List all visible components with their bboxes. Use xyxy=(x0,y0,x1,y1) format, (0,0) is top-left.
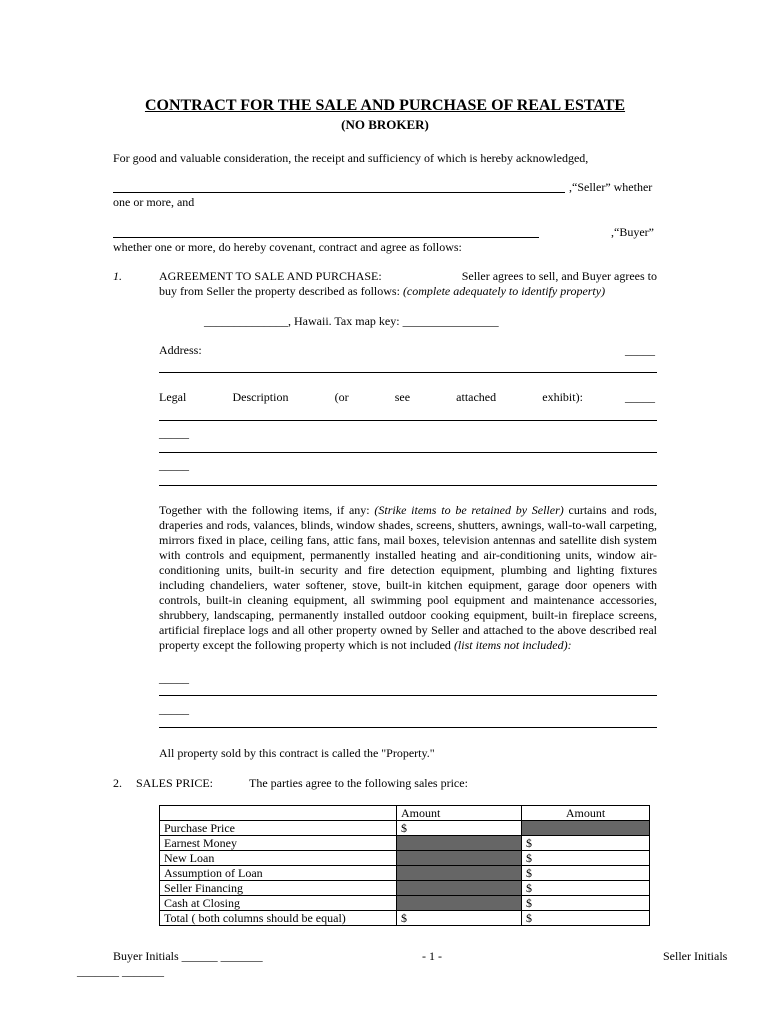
row-label: Cash at Closing xyxy=(160,896,397,911)
table-header-amount: Amount xyxy=(522,806,650,821)
excluded-blank-2[interactable]: _____ xyxy=(159,702,189,716)
shaded-cell xyxy=(397,896,522,911)
row-label: Purchase Price xyxy=(160,821,397,836)
sales-price-table xyxy=(159,805,650,926)
amount-cell[interactable]: $ xyxy=(522,866,650,881)
section1-number: 1. xyxy=(113,269,122,283)
document-subtitle: (NO BROKER) xyxy=(341,117,429,132)
intro-text: For good and valuable consideration, the receipt and sufficiency of which is hereby acknowledged, xyxy=(113,151,589,165)
table-row xyxy=(160,851,650,866)
excluded-line-1[interactable] xyxy=(159,695,657,696)
table-header xyxy=(160,806,397,821)
section2-text: The parties agree to the following sales price: xyxy=(249,776,468,790)
amount-cell[interactable]: $ xyxy=(397,911,522,926)
shaded-cell xyxy=(397,881,522,896)
buyer-continuation: whether one or more, do hereby covenant, contract and agree as follows: xyxy=(113,240,462,254)
row-label: Seller Financing xyxy=(160,881,397,896)
seller-label: ,“Seller” whether xyxy=(569,180,653,194)
table-row xyxy=(160,866,650,881)
amount-cell[interactable]: $ xyxy=(522,911,650,926)
table-row-total xyxy=(160,911,650,926)
seller-initials-blanks[interactable]: _______ _______ xyxy=(77,964,164,978)
legal-blank[interactable]: _____ xyxy=(625,390,655,404)
row-label: New Loan xyxy=(160,851,397,866)
legal-blank-3[interactable]: _____ xyxy=(159,458,189,472)
legal-line-3[interactable] xyxy=(159,485,657,486)
amount-cell[interactable]: $ xyxy=(522,881,650,896)
table-row xyxy=(160,881,650,896)
legal-blank-2[interactable]: _____ xyxy=(159,426,189,440)
excluded-line-2[interactable] xyxy=(159,727,657,728)
shaded-cell xyxy=(397,866,522,881)
shaded-cell xyxy=(522,821,650,836)
legal-line-1[interactable] xyxy=(159,420,657,421)
address-label: Address: xyxy=(159,343,202,357)
address-field-line[interactable] xyxy=(159,372,657,373)
table-header-row xyxy=(160,806,650,821)
shaded-cell xyxy=(397,851,522,866)
property-note: All property sold by this contract is called the "Property." xyxy=(159,746,435,760)
seller-continuation: one or more, and xyxy=(113,195,195,209)
seller-initials[interactable]: Seller Initials xyxy=(663,949,728,963)
buyer-name-field[interactable] xyxy=(113,237,539,238)
page-number: - 1 - xyxy=(422,949,442,963)
row-label: Assumption of Loan xyxy=(160,866,397,881)
section1-text1: Seller agrees to sell, and Buyer agrees to xyxy=(461,269,657,283)
buyer-initials[interactable]: Buyer Initials ______ _______ xyxy=(113,949,263,963)
included-items-paragraph: Together with the following items, if any: (Strike items to be retained by Seller) curtains and rods, draperies and rods, valances, blinds, window shades, screens, shutters, awnings, wall-to-wall carpeting, mirrors fixed in place, ceiling fans, attic fans, mail boxes, television antennas and satellite dish system with controls and equipment, permanently installed heating and air-conditioning units, window air-conditioning units, built-in security and fire detection equipment, plumbing and lighting fixtures including chandeliers, water softener, stove, built-in kitchen equipment, garage door openers with controls, built-in cleaning equipment, all swimming pool equipment and maintenance accessories, shrubbery, landscaping, permanently installed outdoor cooking equipment, built-in fireplace screens, artificial fireplace logs and all other property owned by Seller and attached to the above described real property except the following property which is not included (list items not included): xyxy=(159,503,658,652)
amount-cell[interactable]: $ xyxy=(522,896,650,911)
table-row xyxy=(160,836,650,851)
table-header-amount: Amount xyxy=(397,806,522,821)
section1-text2: buy from Seller the property described as follows: (complete adequately to identify property) xyxy=(159,284,606,298)
amount-cell[interactable]: $ xyxy=(522,851,650,866)
section2-heading: SALES PRICE: xyxy=(136,776,214,790)
row-label: Total ( both columns should be equal) xyxy=(160,911,397,926)
shaded-cell xyxy=(397,836,522,851)
amount-cell[interactable]: $ xyxy=(397,821,522,836)
location-tax-map-key[interactable]: ______________, Hawaii. Tax map key: ________________ xyxy=(204,314,499,328)
table-row xyxy=(160,896,650,911)
section2-number: 2. xyxy=(113,776,122,790)
excluded-blank-1[interactable]: _____ xyxy=(159,671,189,685)
address-blank[interactable]: _____ xyxy=(625,343,655,357)
legal-line-2[interactable] xyxy=(159,452,657,453)
seller-name-field[interactable] xyxy=(113,192,565,193)
buyer-label: ,“Buyer” xyxy=(611,225,654,239)
table-row xyxy=(160,821,650,836)
document-title: CONTRACT FOR THE SALE AND PURCHASE OF REAL ESTATE xyxy=(144,97,626,114)
section1-heading: AGREEMENT TO SALE AND PURCHASE: xyxy=(159,269,382,283)
row-label: Earnest Money xyxy=(160,836,397,851)
legal-description-label: Legal Description (or see attached exhibit): xyxy=(159,390,583,404)
amount-cell[interactable]: $ xyxy=(522,836,650,851)
